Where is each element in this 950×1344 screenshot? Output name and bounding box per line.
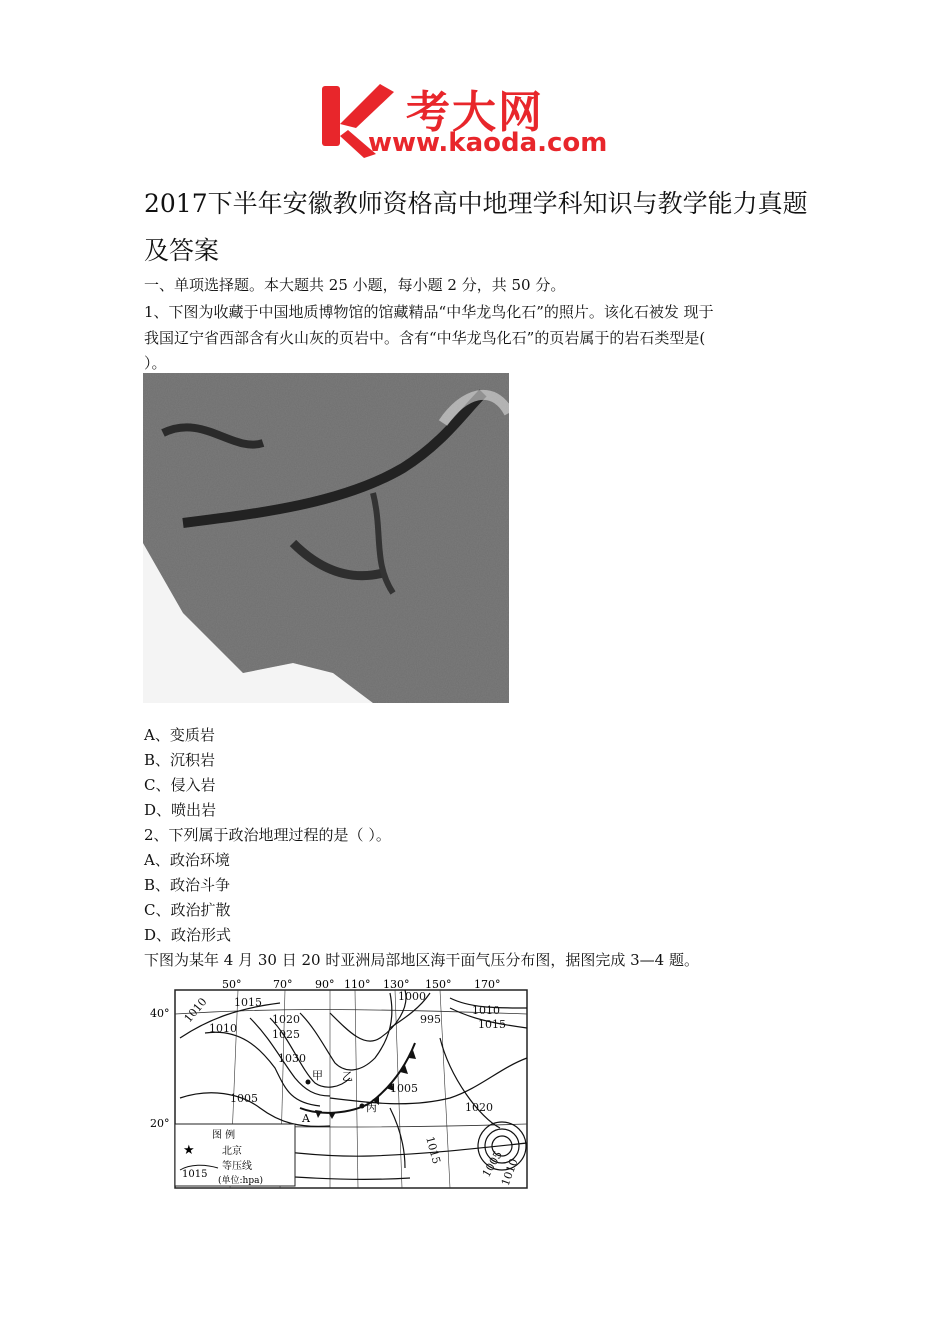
legend-beijing: 北京 [222,1146,242,1157]
isobar-label: 1025 [272,1028,300,1041]
isobar-label: 1015 [478,1018,506,1031]
isobar-label: 995 [420,1013,441,1026]
isobar-label: 1000 [398,990,426,1003]
lon-label: 110° [344,978,371,991]
q1-option-d: D、喷出岩 [144,801,217,819]
lat-label: 20° [150,1117,170,1130]
lon-label: 150° [425,978,452,991]
fossil-photo [143,373,509,703]
point-label: 乙 [342,1070,353,1083]
star-icon: ★ [183,1143,195,1158]
isobar-label: 1010 [209,1022,237,1035]
q2-option-b: B、政治斗争 [144,876,231,894]
legend-unit: (单位:hpa) [218,1176,263,1186]
lon-label: 50° [222,978,242,991]
isobar-label: 1010 [472,1004,500,1017]
lon-label: 70° [273,978,293,991]
q2-option-c: C、政治扩散 [144,901,231,919]
point-label: A [302,1112,310,1125]
isobar-label: 1015 [423,1135,444,1166]
q1-line3: ）。 [144,354,167,372]
isobar-label: 1005 [390,1082,418,1095]
legend-isobar: 等压线 [222,1161,252,1172]
q1-option-b: B、沉积岩 [144,751,216,769]
lon-label: 170° [474,978,501,991]
isobar-label: 1020 [272,1013,300,1026]
site-logo[interactable] [318,78,640,160]
point-label: 丙 [366,1101,377,1114]
isobar-label: 1010 [181,995,210,1026]
lat-label: 40° [150,1007,170,1020]
document-title: 2017下半年安徽教师资格高中地理学科知识与教学能力真题及答案 [144,189,808,265]
q2-option-a: A、政治环境 [144,851,230,869]
q2-stem: 2、下列属于政治地理过程的是（ ）。 [144,826,391,844]
q1-option-a: A、变质岩 [144,726,215,744]
section-header: 一、单项选择题。本大题共 25 小题，每小题 2 分，共 50 分。 [144,276,566,294]
lon-label: 90° [315,978,335,991]
point-label: 甲 [312,1069,323,1082]
logo-url: www.kaoda.com [368,128,608,158]
q2-option-d: D、政治形式 [144,926,232,944]
isobar-label: 1020 [465,1101,493,1114]
isobar-label: 1030 [278,1052,306,1065]
q1-option-c: C、侵入岩 [144,776,216,794]
legend-title: 图 例 [212,1130,236,1141]
isobar-label: 1005 [230,1092,258,1105]
isobar-label: 1010 [498,1156,521,1188]
lon-label: 130° [383,978,410,991]
q1-line1: 1、下图为收藏于中国地质博物馆的馆藏精品“中华龙鸟化石”的照片。该化石被发 现于 [144,303,714,321]
isobar-label: 1005 [479,1148,506,1180]
pressure-map [150,978,530,1192]
isobar-label: 1015 [234,996,262,1009]
q1-line2: 我国辽宁省西部含有火山灰的页岩中。含有“中华龙鸟化石”的页岩属于的岩石类型是( [144,329,706,347]
map-intro: 下图为某年 4 月 30 日 20 时亚洲局部地区海干面气压分布图，据图完成 3—4 题。 [144,951,699,969]
legend-isobar-value: 1015 [182,1169,208,1180]
logo-name: 考大网 [406,87,544,138]
